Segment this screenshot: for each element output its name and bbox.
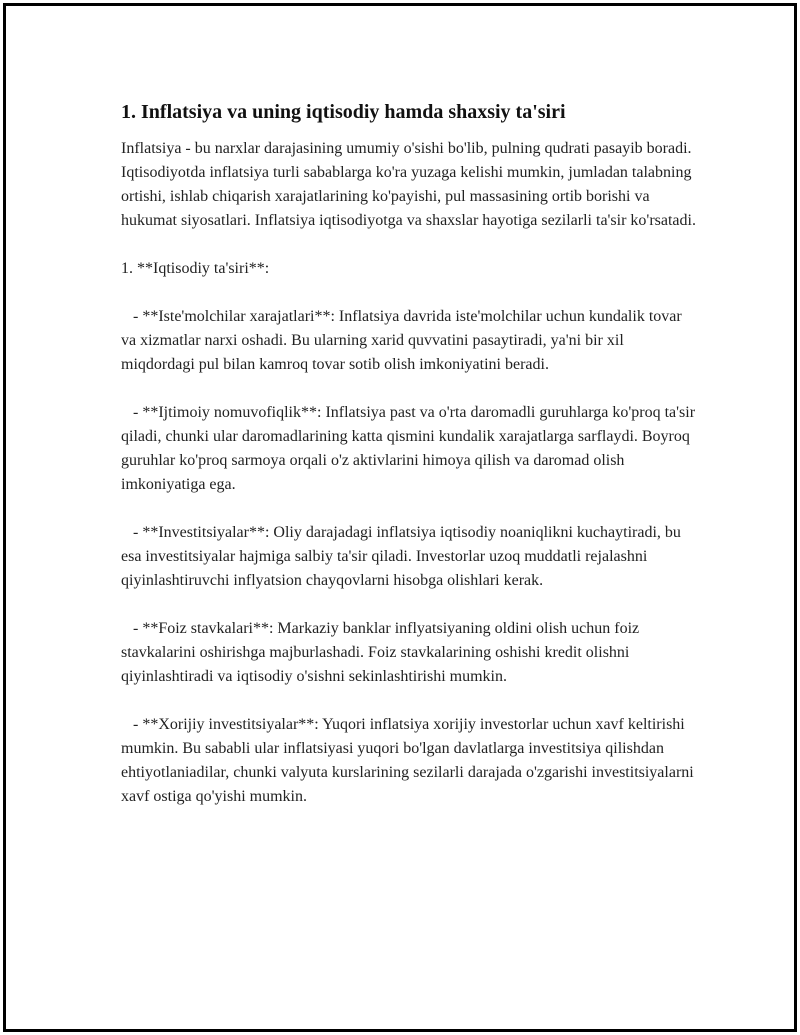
- list-item: - **Investitsiyalar**: Oliy darajadagi inflatsiya iqtisodiy noaniqlikni kuchaytiradi, bu esa investitsiyalar hajmiga salbiy ta'sir qiladi. Investorlar uzoq muddatli rejalashni qiyinlashtiruvchi inflyatsion chayqovlarni hisobga olishlari kerak.: [121, 524, 685, 589]
- spacer: [121, 689, 696, 713]
- list-item: - **Foiz stavkalari**: Markaziy banklar inflyatsiyaning oldini olish uchun foiz stavkalarini oshirishga majburlashadi. Foiz stavkalarining oshishi kredit olishni qiyinlashtiradi va iqtisodiy o'sishni sekinlashtirishi mumkin.: [121, 620, 644, 685]
- spacer: [121, 377, 696, 401]
- list-item: - **Xorijiy investitsiyalar**: Yuqori inflatsiya xorijiy investorlar uchun xavf keltirishi mumkin. Bu sababli ular inflatsiyasi yuqori bo'lgan davlatlarga investitsiya qilishdan ehtiyotlaniadilar, chunki valyuta kurslarining sezilarli darajada o'zgarishi investitsiyalarni xavf ostiga qo'yishi mumkin.: [121, 716, 698, 805]
- page-title: 1. Inflatsiya va uning iqtisodiy hamda shaxsiy ta'siri: [121, 101, 566, 123]
- spacer: [121, 497, 696, 521]
- spacer: [121, 593, 696, 617]
- section-heading: 1. **Iqtisodiy ta'siri**:: [121, 260, 270, 277]
- spacer: [121, 281, 696, 305]
- intro-paragraph: Inflatsiya - bu narxlar darajasining umumiy o'sishi bo'lib, pulning qudrati pasayib boradi. Iqtisodiyotda inflatsiya turli sabablarga ko'ra yuzaga kelishi mumkin, jumladan talabning ortishi, ishlab chiqarish xarajatlarining ko'payishi, pul massasining ortib borishi va hukumat siyosatlari. Inflatsiya iqtisodiyotga va shaxslar hayotiga sezilarli ta'sir ko'rsatadi.: [121, 140, 696, 229]
- list-item: - **Ijtimoiy nomuvofiqlik**: Inflatsiya past va o'rta daromadli guruhlarga ko'proq ta'sir qiladi, chunki ular daromadlarining katta qismini kundalik xarajatlarga sarflaydi. Boyroq guruhlar ko'proq sarmoya orqali o'z aktivlarini himoya qilish va daromad olish imkoniyatiga ega.: [121, 404, 700, 493]
- list-item: - **Iste'molchilar xarajatlari**: Inflatsiya davrida iste'molchilar uchun kundalik tovar va xizmatlar narxi oshadi. Bu ularning xarid quvvatini pasaytiradi, ya'ni bir xil miqdordagi pul bilan kamroq tovar sotib olish imkoniyatini beradi.: [121, 308, 686, 373]
- document-body: [121, 99, 700, 809]
- spacer: [121, 233, 696, 257]
- page-frame: [3, 3, 797, 1032]
